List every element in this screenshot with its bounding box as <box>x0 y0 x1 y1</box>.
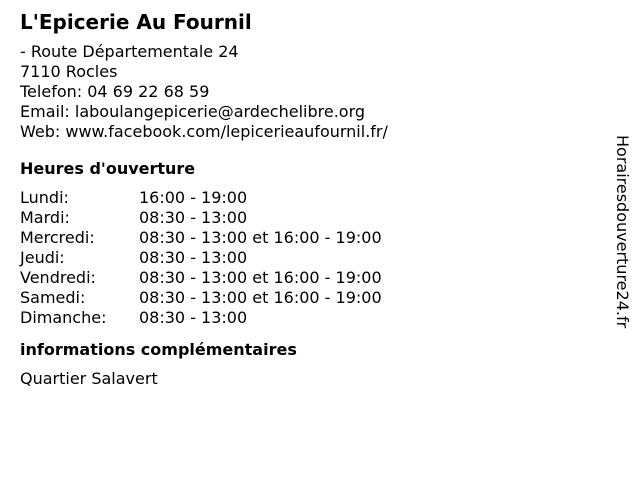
store-name: L'Epicerie Au Fournil <box>20 10 252 34</box>
hours-day: Jeudi: <box>20 248 65 267</box>
opening-hours-title: Heures d'ouverture <box>20 159 196 178</box>
web-line: Web: www.facebook.com/lepicerieaufournil.fr/ <box>20 122 388 141</box>
hours-time: 08:30 - 13:00 et 16:00 - 19:00 <box>139 288 382 307</box>
hours-row-friday <box>20 268 600 288</box>
opening-hours-table <box>20 188 600 328</box>
hours-day: Samedi: <box>20 288 86 307</box>
address-block <box>20 42 600 142</box>
hours-time: 16:00 - 19:00 <box>139 188 248 207</box>
hours-day: Mercredi: <box>20 228 95 247</box>
hours-day: Lundi: <box>20 188 69 207</box>
address-city: 7110 Rocles <box>20 62 118 81</box>
hours-day: Vendredi: <box>20 268 96 287</box>
hours-day: Mardi: <box>20 208 70 227</box>
hours-row-tuesday <box>20 208 600 228</box>
hours-row-sunday <box>20 308 600 328</box>
email-line: Email: laboulangepicerie@ardechelibre.org <box>20 102 366 121</box>
hours-time: 08:30 - 13:00 <box>139 248 248 267</box>
hours-row-wednesday <box>20 228 600 248</box>
hours-row-saturday <box>20 288 600 308</box>
site-watermark: Horairesdouverture24.fr <box>613 135 632 329</box>
hours-time: 08:30 - 13:00 et 16:00 - 19:00 <box>139 268 382 287</box>
store-details <box>20 10 600 389</box>
hours-time: 08:30 - 13:00 et 16:00 - 19:00 <box>139 228 382 247</box>
additional-info-text: Quartier Salavert <box>20 369 158 388</box>
hours-time: 08:30 - 13:00 <box>139 308 248 327</box>
additional-info-title: informations complémentaires <box>20 340 297 359</box>
hours-row-thursday <box>20 248 600 268</box>
hours-day: Dimanche: <box>20 308 107 327</box>
address-street: - Route Départementale 24 <box>20 42 239 61</box>
hours-row-monday <box>20 188 600 208</box>
hours-time: 08:30 - 13:00 <box>139 208 248 227</box>
phone-line: Telefon: 04 69 22 68 59 <box>20 82 210 101</box>
